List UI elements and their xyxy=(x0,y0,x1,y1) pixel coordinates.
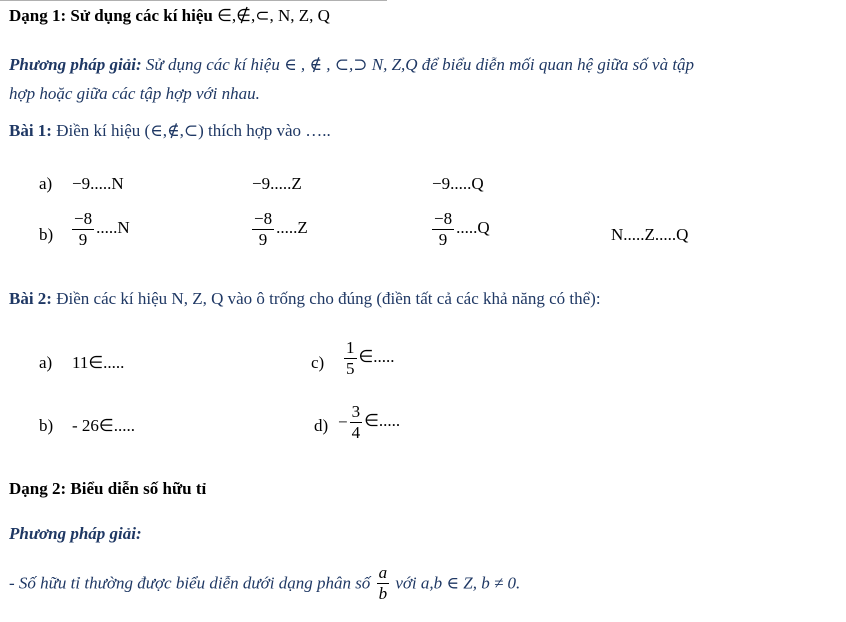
fraction-numerator: −8 xyxy=(434,209,453,228)
fraction xyxy=(377,563,390,603)
dang2-line xyxy=(9,563,520,603)
bai2-text-pre: Điền các kí hiệu xyxy=(56,289,168,308)
sign: − xyxy=(338,412,348,432)
dang1-symbols: ∈,∉,⊂, N, Z, Q xyxy=(217,6,330,25)
suffix: .....N xyxy=(96,217,130,237)
fraction-numerator: −8 xyxy=(74,209,93,228)
bai2-sets: N, Z, Q xyxy=(171,289,224,308)
tail: ∈..... xyxy=(364,410,401,430)
bai1-row-b-item-2 xyxy=(250,209,308,249)
method1-text-line1: Sử dụng các kí hiệu ∈ , ∉ , ⊂,⊃ N, Z,Q để biểu diễn mối quan hệ giữa số và tập xyxy=(145,55,695,74)
bai2-b-expr: - 26∈..... xyxy=(72,416,135,435)
bai2-heading xyxy=(9,290,601,307)
bai2-text-post: vào ô trống cho đúng (điền tất cả các khả năng có thể): xyxy=(227,289,601,308)
method1-label: Phương pháp giải: xyxy=(9,55,142,74)
bai2-c-expr xyxy=(342,338,395,378)
bai1-row-a-letter: a) xyxy=(39,174,53,193)
method1-line1 xyxy=(9,56,694,73)
bai2-d-letter: d) xyxy=(314,416,329,435)
dang2-method-label: Phương pháp giải: xyxy=(9,524,142,543)
fraction-numerator: 1 xyxy=(346,338,355,357)
fraction-denominator: 9 xyxy=(258,229,268,249)
fraction-denominator: b xyxy=(378,583,388,603)
bai2-label: Bài 2: xyxy=(9,289,52,308)
bai1-label: Bài 1: xyxy=(9,121,52,140)
fraction xyxy=(72,209,94,249)
suffix: .....Q xyxy=(456,217,490,237)
bai2-d-expr xyxy=(338,402,400,442)
bai1-row-a-item-2: −9.....Z xyxy=(252,174,302,193)
method1-line2: hợp hoặc giữa các tập hợp với nhau. xyxy=(9,84,260,103)
dang2-line-pre: - Số hữu tỉ thường được biểu diễn dưới dạng phân số xyxy=(9,573,371,593)
fraction-denominator: 5 xyxy=(346,358,355,378)
bai1-row-b-item-4: N.....Z.....Q xyxy=(611,225,689,244)
bai1-text: Điền kí hiệu (∈,∉,⊂) thích hợp vào ….. xyxy=(56,121,331,140)
bai2-b-letter: b) xyxy=(39,416,54,435)
dang1-title: Dạng 1: Sử dụng các kí hiệu xyxy=(9,6,213,25)
tail: ∈..... xyxy=(358,346,395,366)
bai2-c-letter: c) xyxy=(311,353,325,372)
fraction-denominator: 4 xyxy=(351,422,361,442)
fraction xyxy=(350,402,363,442)
bai1-row-b-item-3 xyxy=(430,209,490,249)
fraction xyxy=(432,209,454,249)
fraction-denominator: 9 xyxy=(438,229,448,249)
bai1-row-a-item-1: −9.....N xyxy=(72,174,124,193)
fraction-numerator: a xyxy=(378,563,388,582)
bai2-a-letter: a) xyxy=(39,353,53,372)
suffix: .....Z xyxy=(276,217,308,237)
dang2-title: Dạng 2: Biểu diễn số hữu tỉ xyxy=(9,479,207,498)
bai1-row-b-letter: b) xyxy=(39,225,54,244)
fraction-numerator: 3 xyxy=(351,402,361,421)
fraction xyxy=(252,209,274,249)
fraction-numerator: −8 xyxy=(254,209,273,228)
bai1-row-a-item-3: −9.....Q xyxy=(432,174,484,193)
fraction xyxy=(344,338,357,378)
dang1-heading xyxy=(9,7,330,24)
bai1-row-b-item-1 xyxy=(70,209,130,249)
dang2-line-post: với a,b ∈ Z, b ≠ 0. xyxy=(395,573,521,593)
bai1-heading xyxy=(9,122,331,139)
top-rule xyxy=(0,0,387,1)
fraction-denominator: 9 xyxy=(78,229,88,249)
bai2-a-expr: 11∈..... xyxy=(72,353,125,372)
